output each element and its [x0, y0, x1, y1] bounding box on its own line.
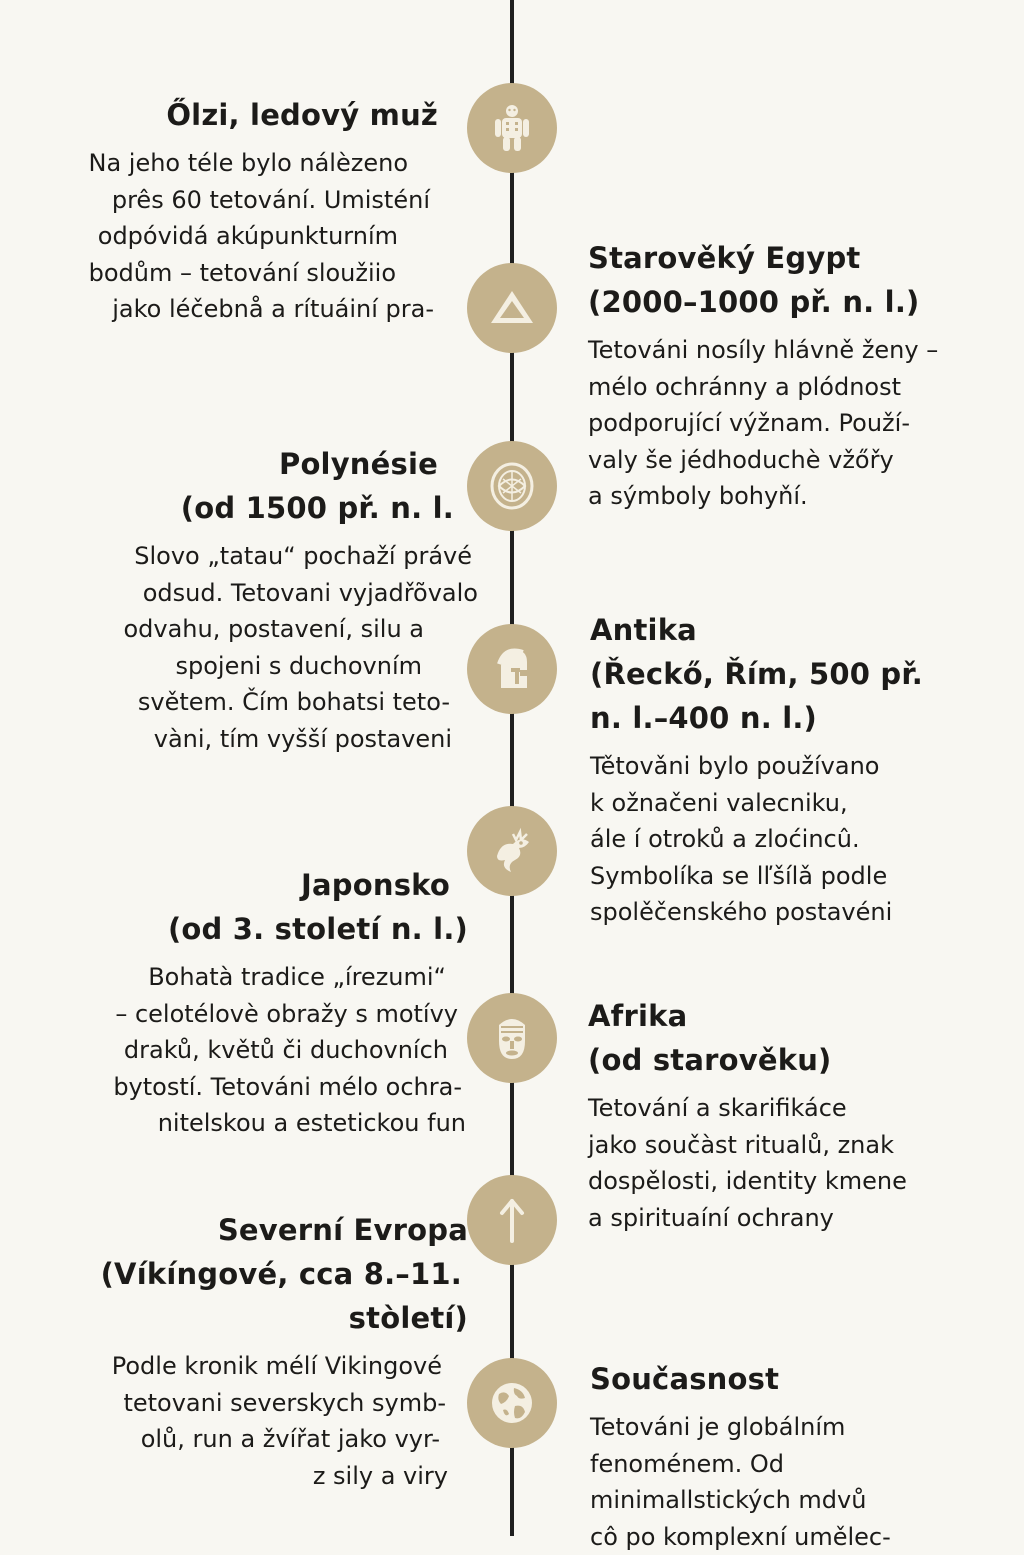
entry-text-line: tetovani severskych symb- — [60, 1385, 468, 1422]
medallion-polynesia — [467, 441, 557, 531]
entry-text-line: bodům – tetování sloužiio — [70, 255, 438, 292]
entry-text-line: – celotélovè obražy s motívy — [80, 996, 468, 1033]
entry-text-line: odpóvidá akúpunkturním — [70, 218, 438, 255]
tiwaz-rune-icon — [487, 1195, 537, 1245]
entry-text-line: k ožnačeni valecniku, — [590, 785, 998, 822]
entry-title-line: Japonsko — [80, 863, 468, 907]
entry-text-line: z sily a viry — [60, 1458, 468, 1495]
african-mask-icon — [487, 1013, 537, 1063]
entry-title-line: Afrika — [588, 994, 998, 1038]
polynesian-pattern-icon — [487, 461, 537, 511]
entry-text-line: prês 60 tetování. Umisténí — [70, 182, 438, 219]
entry-title-line: Starověký Egypt — [588, 236, 998, 280]
entry-text-line: valy še jédhoduchè vžőřy — [588, 442, 998, 479]
entry-text-line: Symbolíka se lľšílǎ podle — [590, 858, 998, 895]
entry-text-line: odsud. Tetovani vyjadřõvalo — [90, 575, 478, 612]
entry-text — [590, 1409, 998, 1555]
entry-text — [588, 1090, 998, 1236]
entry-title-line: (Víkíngové, cca 8.–11. — [60, 1252, 468, 1296]
entry-title-line: Severní Evropa — [60, 1208, 468, 1252]
entry-text-line: mélo ochránny a plódnost — [588, 369, 998, 406]
entry-title — [80, 863, 468, 951]
entry-title-line: (Řeckő, Řím, 500 př. — [590, 652, 998, 696]
greek-helmet-icon — [487, 644, 537, 694]
entry-text-line: bytostí. Tetováni mélo ochra- — [80, 1069, 468, 1106]
entry-text-line: odvahu, postavení, silu a — [90, 611, 478, 648]
entry-text-line: podporující výžnam. Použí- — [588, 405, 998, 442]
medallion-north-europe — [467, 1175, 557, 1265]
entry-title-line: (od starověku) — [588, 1038, 998, 1082]
entry-title — [590, 608, 998, 740]
timeline-axis — [510, 0, 514, 1536]
entry-text-line: Bohatà tradice „írezumi“ — [80, 959, 468, 996]
entry-text-line: spojeni s duchovním — [90, 648, 478, 685]
medallion-egypt — [467, 263, 557, 353]
entry-text-line: Tetováni nosíly hlávně ženy – — [588, 332, 998, 369]
entry-antiquity — [590, 608, 998, 931]
entry-text — [70, 145, 438, 328]
entry-iceman — [70, 93, 438, 328]
entry-egypt — [588, 236, 998, 515]
entry-title — [588, 994, 998, 1082]
medallion-iceman — [467, 83, 557, 173]
entry-title — [60, 1208, 468, 1340]
entry-title — [588, 236, 998, 324]
entry-text-line: spolěčenského postavéni — [590, 894, 998, 931]
entry-title-line: Antika — [590, 608, 998, 652]
entry-text-line: nitelskou a estetickou fun — [80, 1105, 468, 1142]
entry-text-line: Na jeho téle bylo nálèzeno — [70, 145, 438, 182]
entry-present — [590, 1357, 998, 1555]
dragon-icon — [487, 826, 537, 876]
entry-title-line: (2000–1000 př. n. l.) — [588, 280, 998, 324]
entry-title — [90, 442, 478, 530]
entry-text-line: a spirituaíní ochrany — [588, 1200, 998, 1237]
entry-text-line: Tetování a skarifikáce — [588, 1090, 998, 1127]
entry-text-line: ále í otroků a zloćincû. — [590, 821, 998, 858]
entry-text-line: dospělosti, identity kmene — [588, 1163, 998, 1200]
entry-text — [60, 1348, 468, 1494]
entry-title — [590, 1357, 998, 1401]
iceman-figure-icon — [487, 103, 537, 153]
entry-text-line: jako součàst ritualů, znak — [588, 1127, 998, 1164]
medallion-present — [467, 1358, 557, 1448]
entry-text-line: cô po komplexní umělec- — [590, 1519, 998, 1555]
entry-title-line: n. l.–400 n. l.) — [590, 696, 998, 740]
entry-title-line: Őlzi, ledový muž — [70, 93, 438, 137]
entry-text-line: draků, květů či duchovních — [80, 1032, 468, 1069]
globe-icon — [487, 1378, 537, 1428]
entry-africa — [588, 994, 998, 1236]
medallion-africa — [467, 993, 557, 1083]
entry-text-line: vàni, tím vyšší postaveni — [90, 721, 478, 758]
entry-title-line: Současnost — [590, 1357, 998, 1401]
entry-text-line: fenoménem. Od — [590, 1446, 998, 1483]
entry-title — [70, 93, 438, 137]
entry-japan — [80, 863, 468, 1142]
entry-polynesia — [90, 442, 478, 757]
entry-text-line: a sýmboly bohyňí. — [588, 478, 998, 515]
entry-text-line: Tetováni je globálním — [590, 1409, 998, 1446]
entry-text-line: světem. Čím bohatsi teto- — [90, 684, 478, 721]
entry-text-line: Slovo „tatau“ pochaží právé — [90, 538, 478, 575]
entry-title-line: stòletí) — [60, 1296, 468, 1340]
entry-text-line: Tětovǎni bylo používano — [590, 748, 998, 785]
entry-title-line: Polynésie — [90, 442, 478, 486]
medallion-antiquity — [467, 624, 557, 714]
entry-text — [90, 538, 478, 757]
entry-text — [590, 748, 998, 931]
entry-text-line: minimallstických mdvů — [590, 1482, 998, 1519]
entry-text — [588, 332, 998, 515]
pyramid-icon — [487, 283, 537, 333]
entry-title-line: (od 3. století n. l.) — [80, 907, 468, 951]
entry-text-line: olů, run a žvířat jako vyr- — [60, 1421, 468, 1458]
entry-title-line: (od 1500 př. n. l. — [90, 486, 478, 530]
medallion-japan — [467, 806, 557, 896]
entry-text-line: jako léčebnå a rítuáiní pra- — [70, 291, 438, 328]
entry-text — [80, 959, 468, 1142]
entry-north-europe — [60, 1208, 468, 1494]
entry-text-line: Podle kronik mélí Vikingové — [60, 1348, 468, 1385]
